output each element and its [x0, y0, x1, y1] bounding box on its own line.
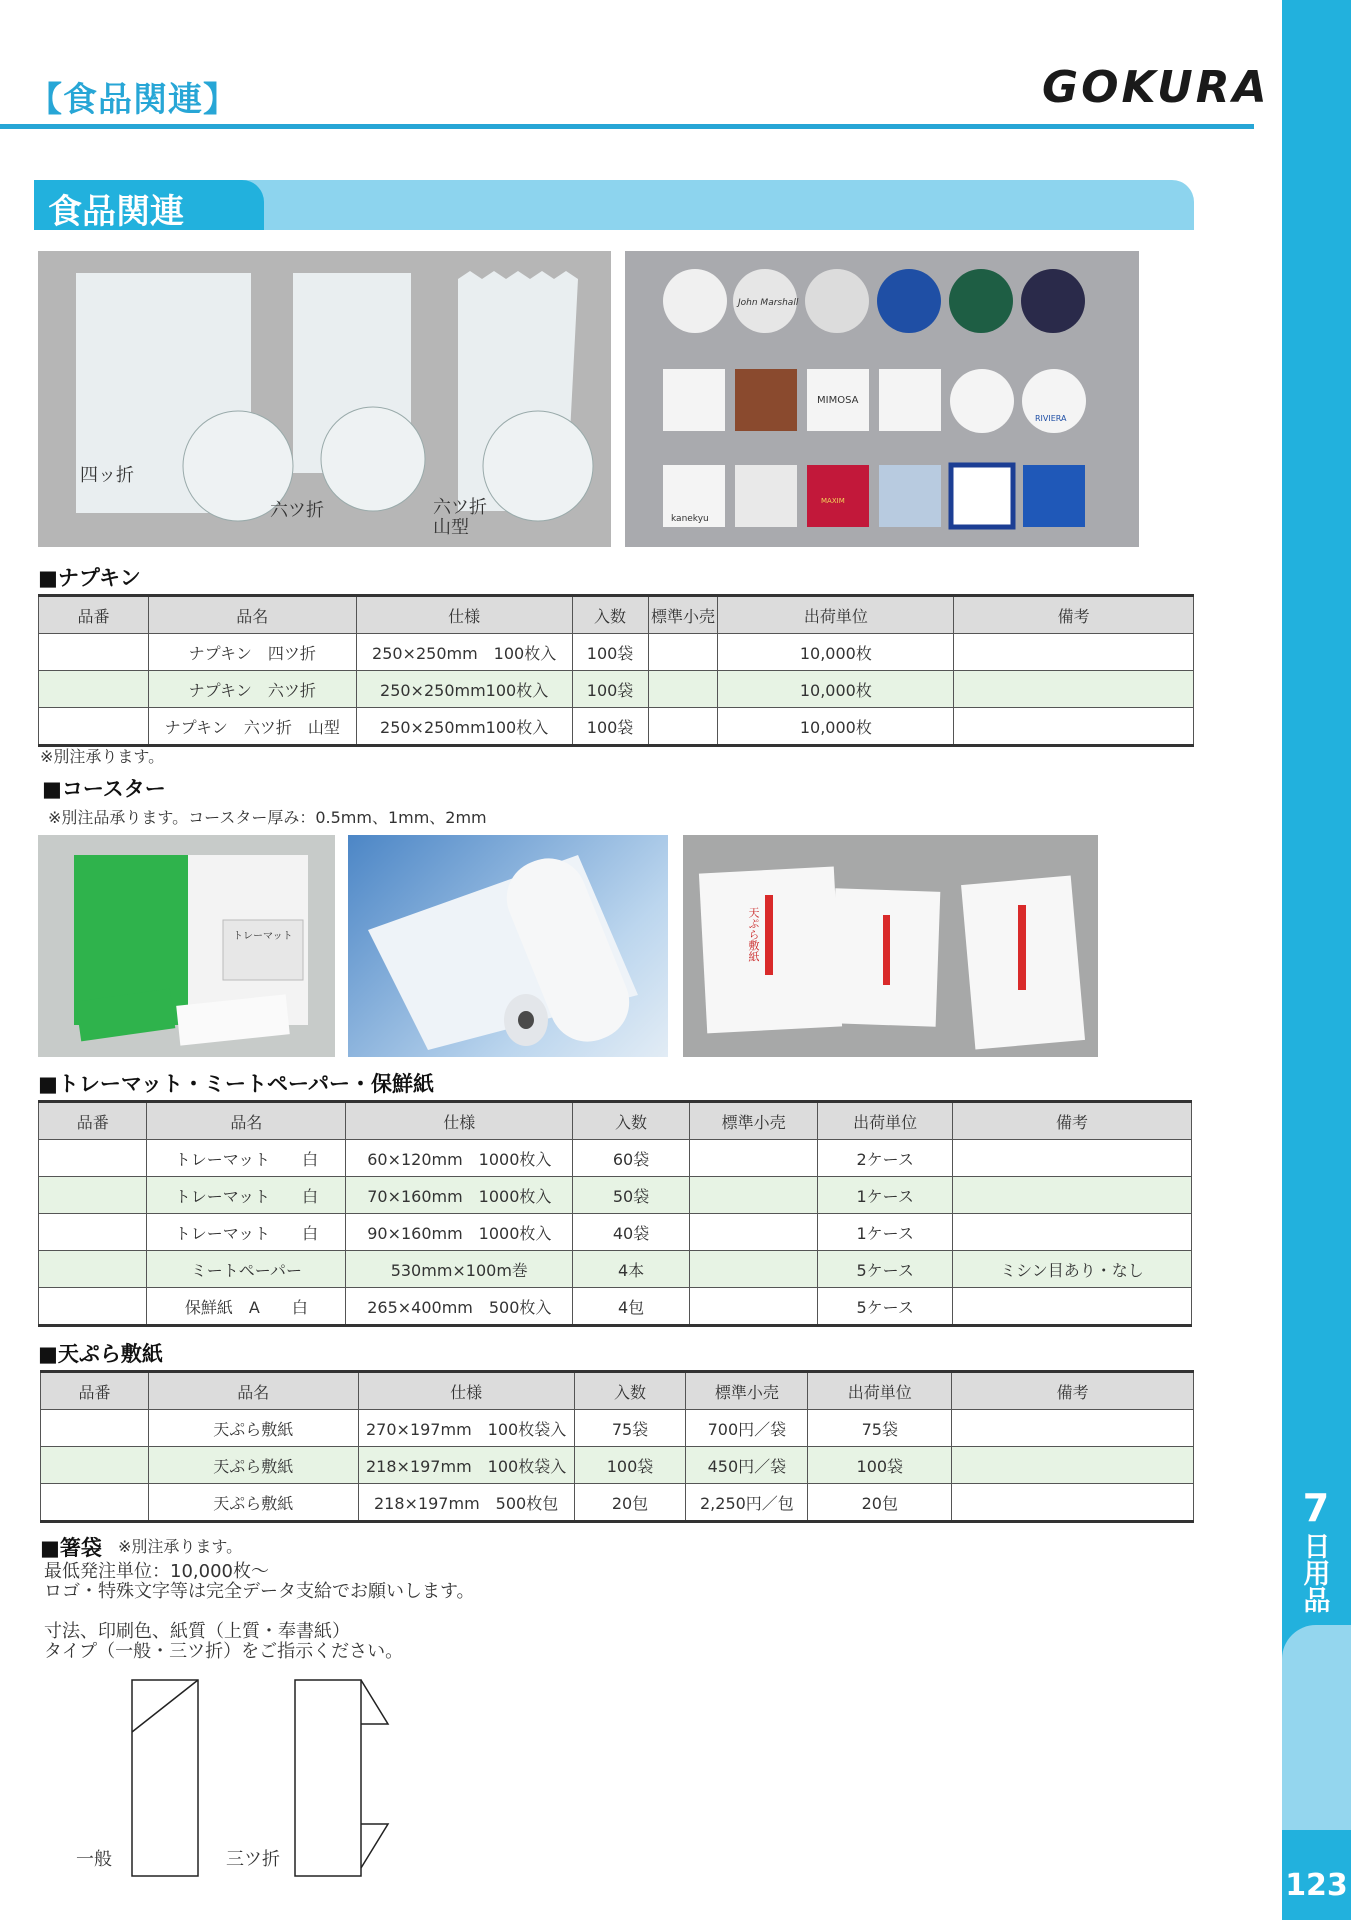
- traymat-table: [38, 1100, 1192, 1327]
- page-title: 【食品関連】: [28, 80, 238, 120]
- cell: [39, 671, 149, 708]
- col-retail: 標準小売: [689, 1102, 818, 1140]
- cell: ナプキン 四ツ折: [148, 634, 356, 671]
- coaster-photo: [625, 251, 1139, 547]
- cell: [689, 1140, 818, 1177]
- cell: 100袋: [572, 708, 648, 746]
- cell: [39, 1214, 147, 1251]
- section-banner-title: 食品関連: [48, 192, 184, 232]
- cell: [689, 1214, 818, 1251]
- chopstick-bag-heading: ■箸袋: [40, 1536, 102, 1560]
- cell: 60袋: [573, 1140, 690, 1177]
- coaster-heading: ■コースター: [42, 777, 166, 801]
- cell: 250×250mm100枚入: [356, 671, 572, 708]
- cell: [954, 671, 1194, 708]
- tempura-photo: [683, 835, 1098, 1057]
- tempura-photo-label: 天ぷら敷紙: [747, 907, 760, 962]
- cell: 天ぷら敷紙: [148, 1447, 358, 1484]
- col-unit: 出荷単位: [808, 1372, 952, 1410]
- cell: [39, 1251, 147, 1288]
- chapter-label-text: [1300, 1534, 1334, 1615]
- cell: 10,000枚: [718, 708, 954, 746]
- brand-logo: GOKURA: [1042, 62, 1270, 113]
- cell: 5ケース: [818, 1288, 953, 1326]
- traymat-photo-label: トレーマット: [233, 931, 293, 942]
- table-row: [39, 634, 1194, 671]
- cell: 100袋: [574, 1447, 686, 1484]
- chopstick-bag-note: ※別注承ります。: [118, 1537, 243, 1556]
- cell: [952, 1484, 1194, 1522]
- napkin-heading: ■ナプキン: [38, 566, 141, 590]
- meat-paper-photo: [348, 835, 668, 1057]
- cell: 700円／袋: [686, 1410, 808, 1447]
- cell: 40袋: [573, 1214, 690, 1251]
- cell: [689, 1251, 818, 1288]
- spec-line-2: タイプ（一般・三ツ折）をご指示ください。: [44, 1641, 404, 1662]
- order-line-2: ロゴ・特殊文字等は完全データ支給でお願いします。: [44, 1581, 475, 1602]
- col-qty: 入数: [573, 1102, 690, 1140]
- napkin-photo-art: [38, 251, 611, 547]
- coaster-text-kanekyu: kanekyu: [671, 514, 709, 524]
- general-bag-label: 一般: [76, 1849, 112, 1870]
- table-header-row: [41, 1372, 1194, 1410]
- cell: [39, 1177, 147, 1214]
- napkin-table: [38, 594, 1194, 747]
- three-fold-bag-shape: [295, 1680, 388, 1876]
- general-bag-shape: [132, 1680, 198, 1876]
- cell: 270×197mm 100枚袋入: [358, 1410, 574, 1447]
- cell: [648, 708, 718, 746]
- page-number: 123: [1285, 1868, 1348, 1903]
- col-name: 品名: [148, 1372, 358, 1410]
- col-code: 品番: [41, 1372, 149, 1410]
- napkin-label-6fold: 六ツ折: [270, 500, 324, 521]
- header-rule: [0, 124, 1254, 129]
- col-notes: 備考: [954, 596, 1194, 634]
- napkin-label-4fold: 四ッ折: [80, 465, 134, 486]
- cell: [952, 1447, 1194, 1484]
- table-row: [41, 1484, 1194, 1522]
- cell: 5ケース: [818, 1251, 953, 1288]
- cell: 100袋: [572, 634, 648, 671]
- cell: 2,250円／包: [686, 1484, 808, 1522]
- cell: [954, 708, 1194, 746]
- cell: [648, 671, 718, 708]
- cell: 1ケース: [818, 1214, 953, 1251]
- cell: [39, 708, 149, 746]
- cell: 250×250mm100枚入: [356, 708, 572, 746]
- cell: [648, 634, 718, 671]
- table-row: [39, 671, 1194, 708]
- cell: 450円／袋: [686, 1447, 808, 1484]
- cell: 75袋: [808, 1410, 952, 1447]
- order-line-1: 最低発注単位：10,000枚～: [44, 1561, 269, 1582]
- cell: [39, 634, 149, 671]
- coaster-note: ※別注品承ります。コースター厚み：0.5mm、1mm、2mm: [48, 808, 487, 827]
- napkin-label-6fold-mountain: 六ツ折 山型: [433, 497, 487, 538]
- napkin-note: ※別注承ります。: [40, 747, 165, 766]
- meat-paper-photo-art: [348, 835, 668, 1057]
- chapter-label-char: 品: [1303, 1586, 1331, 1617]
- cell: 天ぷら敷紙: [148, 1410, 358, 1447]
- coaster-text-john: John Marshall: [738, 298, 799, 308]
- cell: 10,000枚: [718, 634, 954, 671]
- chopstick-bag-order-info: [44, 1562, 475, 1602]
- cell: 265×400mm 500枚入: [346, 1288, 573, 1326]
- cell: [39, 1140, 147, 1177]
- col-retail: 標準小売: [686, 1372, 808, 1410]
- col-qty: 入数: [572, 596, 648, 634]
- cell: トレーマット 白: [147, 1177, 346, 1214]
- cell: 20包: [574, 1484, 686, 1522]
- cell: [952, 1410, 1194, 1447]
- chapter-number: 7: [1302, 1486, 1330, 1530]
- cell: 75袋: [574, 1410, 686, 1447]
- cell: 70×160mm 1000枚入: [346, 1177, 573, 1214]
- coaster-text-mimosa: MIMOSA: [817, 395, 859, 406]
- col-unit: 出荷単位: [818, 1102, 953, 1140]
- col-notes: 備考: [952, 1102, 1191, 1140]
- side-tab-light: [1282, 1625, 1351, 1830]
- cell: [952, 1214, 1191, 1251]
- cell: 保鮮紙 A 白: [147, 1288, 346, 1326]
- col-spec: 仕様: [358, 1372, 574, 1410]
- coaster-text-maxim: MAXIM: [821, 497, 845, 505]
- table-row: [39, 1214, 1192, 1251]
- cell: 100袋: [808, 1447, 952, 1484]
- cell: [952, 1140, 1191, 1177]
- traymat-photo: [38, 835, 335, 1057]
- three-fold-bag-label: 三ツ折: [226, 1849, 280, 1870]
- table-row: [41, 1447, 1194, 1484]
- chapter-label-char: 日: [1303, 1532, 1331, 1563]
- col-name: 品名: [148, 596, 356, 634]
- cell: ミートペーパー: [147, 1251, 346, 1288]
- table-row: [39, 708, 1194, 746]
- cell: 天ぷら敷紙: [148, 1484, 358, 1522]
- cell: 250×250mm 100枚入: [356, 634, 572, 671]
- cell: 218×197mm 500枚包: [358, 1484, 574, 1522]
- cell: ミシン目あり・なし: [952, 1251, 1191, 1288]
- coaster-photo-art: [625, 251, 1139, 547]
- cell: 4本: [573, 1251, 690, 1288]
- table-row: [39, 1177, 1192, 1214]
- chopstick-bag-spec-info: [44, 1622, 403, 1662]
- cell: [689, 1288, 818, 1326]
- cell: 4包: [573, 1288, 690, 1326]
- cell: 530mm×100m巻: [346, 1251, 573, 1288]
- cell: [952, 1177, 1191, 1214]
- cell: [41, 1447, 149, 1484]
- table-header-row: [39, 1102, 1192, 1140]
- cell: ナプキン 六ツ折 山型: [148, 708, 356, 746]
- col-name: 品名: [147, 1102, 346, 1140]
- cell: 60×120mm 1000枚入: [346, 1140, 573, 1177]
- table-row: [39, 1251, 1192, 1288]
- tempura-table: [40, 1370, 1194, 1523]
- napkin-photo: [38, 251, 611, 547]
- cell: 90×160mm 1000枚入: [346, 1214, 573, 1251]
- col-qty: 入数: [574, 1372, 686, 1410]
- col-unit: 出荷単位: [718, 596, 954, 634]
- traymat-heading: ■トレーマット・ミートペーパー・保鮮紙: [38, 1072, 434, 1096]
- tempura-heading: ■天ぷら敷紙: [38, 1342, 163, 1366]
- cell: 2ケース: [818, 1140, 953, 1177]
- table-header-row: [39, 596, 1194, 634]
- table-row: [41, 1410, 1194, 1447]
- cell: ナプキン 六ツ折: [148, 671, 356, 708]
- table-row: [39, 1140, 1192, 1177]
- cell: 10,000枚: [718, 671, 954, 708]
- spec-line-1: 寸法、印刷色、紙質（上質・奉書紙）: [44, 1621, 350, 1642]
- cell: 1ケース: [818, 1177, 953, 1214]
- cell: [41, 1484, 149, 1522]
- chapter-label-char: 用: [1303, 1559, 1331, 1590]
- cell: [952, 1288, 1191, 1326]
- coaster-text-riviera: RIVIERA: [1035, 414, 1067, 423]
- col-retail: 標準小売: [648, 596, 718, 634]
- cell: [41, 1410, 149, 1447]
- cell: トレーマット 白: [147, 1140, 346, 1177]
- chapter-label: [1300, 1534, 1334, 1615]
- col-spec: 仕様: [356, 596, 572, 634]
- cell: 100袋: [572, 671, 648, 708]
- cell: 50袋: [573, 1177, 690, 1214]
- col-code: 品番: [39, 1102, 147, 1140]
- cell: [39, 1288, 147, 1326]
- col-code: 品番: [39, 596, 149, 634]
- cell: 218×197mm 100枚袋入: [358, 1447, 574, 1484]
- cell: [954, 634, 1194, 671]
- col-notes: 備考: [952, 1372, 1194, 1410]
- cell: トレーマット 白: [147, 1214, 346, 1251]
- cell: [689, 1177, 818, 1214]
- table-row: [39, 1288, 1192, 1326]
- col-spec: 仕様: [346, 1102, 573, 1140]
- cell: 20包: [808, 1484, 952, 1522]
